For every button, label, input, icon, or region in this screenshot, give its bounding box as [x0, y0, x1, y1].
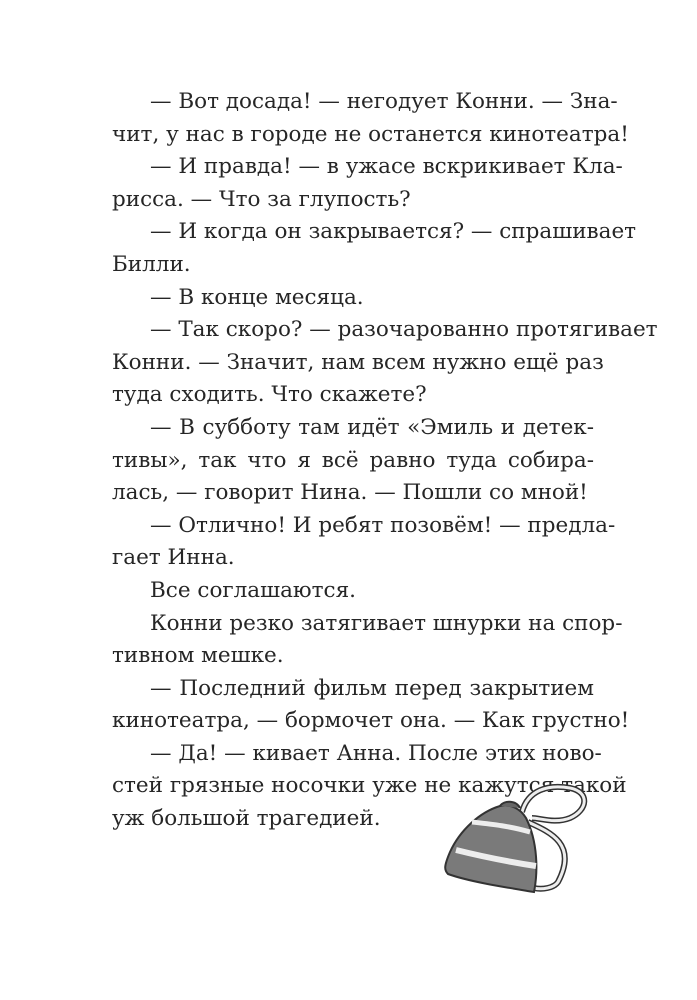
- text-line: чит, у нас в городе не останется кинотеатра!: [112, 121, 629, 147]
- text-line: тивном мешке.: [112, 643, 284, 669]
- text-line: — В субботу там идёт «Эмиль и детек-: [150, 414, 594, 440]
- text-line: кинотеатра, — бормочет она. — Как грустно!: [112, 708, 630, 734]
- text-line: — В конце месяца.: [150, 284, 364, 310]
- text-line: — И правда! — в ужасе вскрикивает Кла-: [150, 154, 623, 180]
- text-line: Билли.: [112, 251, 191, 277]
- text-line: Все соглашаются.: [150, 577, 356, 603]
- text-line: — Отлично! И ребят позовём! — предла-: [150, 512, 616, 538]
- text-line: — Последний фильм перед закрытием: [150, 675, 594, 701]
- text-line: лась, — говорит Нина. — Пошли со мной!: [112, 480, 588, 506]
- text-line: тивы», так что я всё равно туда собира-: [112, 447, 594, 473]
- text-line: гает Инна.: [112, 545, 235, 571]
- text-line: рисса. — Что за глупость?: [112, 186, 411, 212]
- text-line: стей грязные носочки уже не кажутся такой: [112, 773, 627, 799]
- text-line: — Вот досада! — негодует Конни. — Зна-: [150, 89, 618, 114]
- text-line: Конни. — Значит, нам всем нужно ещё раз: [112, 349, 604, 375]
- text-line: Конни резко затягивает шнурки на спор-: [150, 610, 623, 636]
- text-line: — Да! — кивает Анна. После этих ново-: [150, 740, 602, 766]
- page-text: [112, 86, 658, 836]
- text-line: — И когда он закрывается? — спрашивает: [150, 219, 637, 245]
- text-line: — Так скоро? — разочарованно протягивает: [150, 317, 658, 343]
- sports-bag-illustration: [430, 782, 600, 902]
- drawstring-bag-icon: [430, 782, 600, 902]
- text-line: уж большой трагедией.: [112, 806, 381, 832]
- text-line: туда сходить. Что скажете?: [112, 382, 427, 408]
